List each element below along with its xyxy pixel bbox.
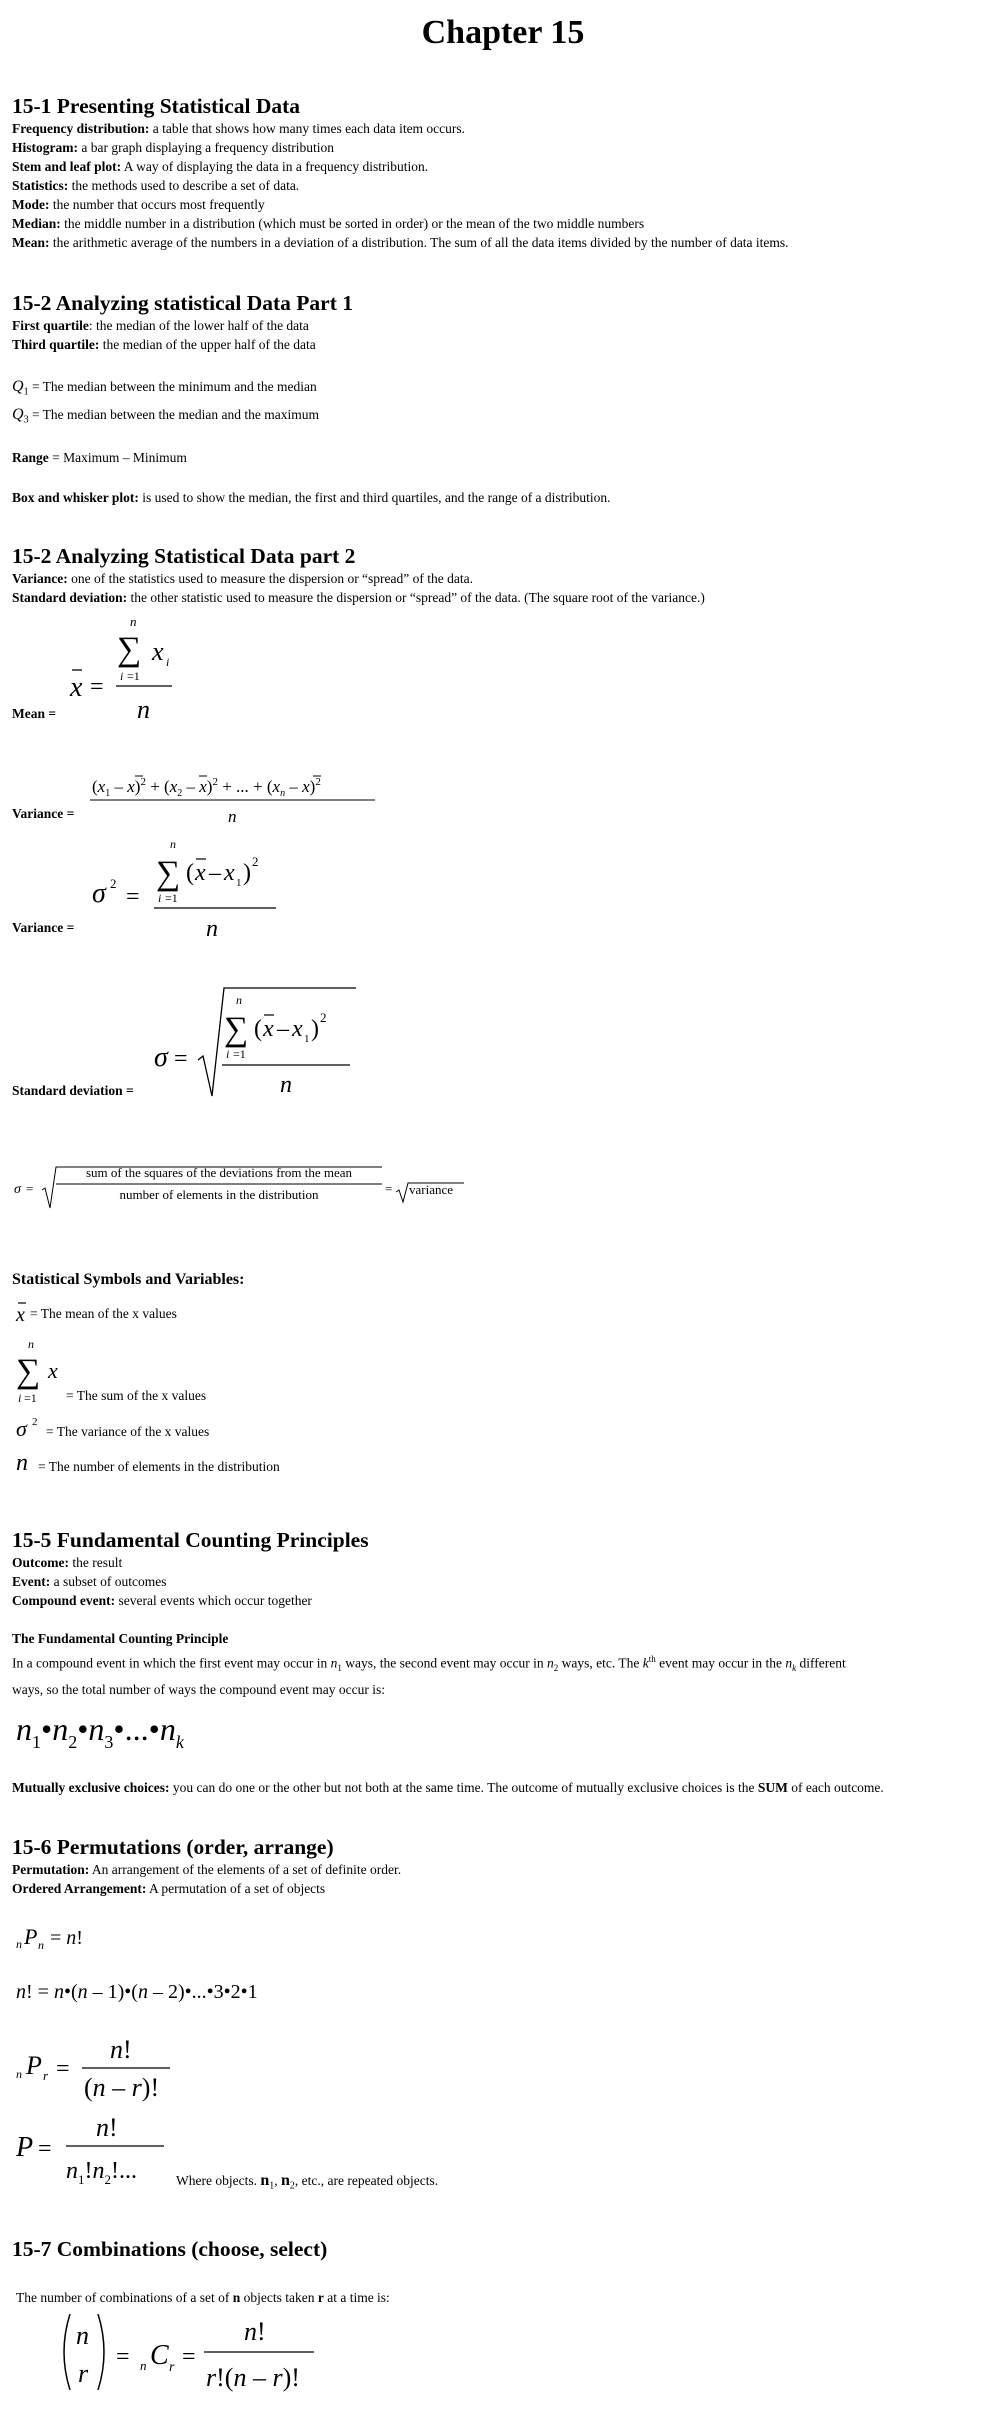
svg-text:): ) — [243, 860, 251, 886]
svg-text:n!: n! — [110, 2035, 132, 2064]
fcp-text-line2: ways, so the total number of ways the compound event may occur is: — [12, 1682, 386, 1697]
definition-line: Third quartile: the median of the upper half of the data — [12, 337, 316, 352]
section-heading-15-1: 15-1 Presenting Statistical Data — [12, 94, 301, 118]
svg-text:n: n — [130, 614, 137, 629]
q1-definition: $Q_1$ = The median between the minimum and the median — [12, 378, 317, 398]
svg-text:n: n — [16, 1937, 22, 1951]
npn-formula — [12, 1920, 112, 1956]
svg-text:∑: ∑ — [16, 1353, 41, 1390]
xbar-definition: = The mean of the x values — [30, 1306, 177, 1321]
range-definition: Range = Maximum – Minimum — [12, 450, 187, 465]
stdev-word-formula — [12, 1162, 492, 1212]
combination-formula — [56, 2310, 336, 2400]
symbols-heading: Statistical Symbols and Variables: — [12, 1271, 245, 1288]
mean-formula — [60, 608, 190, 730]
svg-text:P: P — [26, 2051, 42, 2080]
svg-text:i: i — [158, 891, 162, 905]
definition-line: Frequency distribution: a table that shows how many times each data item occurs. — [12, 121, 466, 136]
svg-text:2: 2 — [320, 1010, 327, 1025]
n-definition: = The number of elements in the distribution — [38, 1459, 280, 1474]
svg-text:=1: =1 — [24, 1391, 37, 1405]
svg-text:n: n — [228, 807, 237, 826]
definition-line: Stem and leaf plot: A way of displaying the data in a frequency distribution. — [12, 159, 429, 174]
svg-text:=: = — [38, 2136, 52, 2162]
svg-text:n: n — [16, 2067, 22, 2081]
definition-line: Event: a subset of outcomes — [12, 1574, 167, 1589]
variance-formula — [88, 834, 288, 944]
svg-text:–: – — [277, 1016, 289, 1042]
svg-text:i: i — [166, 655, 170, 669]
svg-text:σ: σ — [92, 878, 106, 909]
svg-text:x: x — [195, 860, 206, 886]
svg-text:∑: ∑ — [156, 855, 181, 892]
svg-text:n1•n2•n3•...•nk: $n_1•n_2•n_3•...•n_k$ — [16, 1711, 184, 1752]
svg-text:1: 1 — [236, 877, 242, 889]
svg-text:(x1 – x)2 + (x2 – x)2 + ... +: $(x_1 - x)^2 + (x_2 - x)^2$ + ... + $(x_n - x)^2$ — [92, 776, 321, 799]
svg-text:σ: σ — [16, 1416, 27, 1441]
mutually-exclusive-definition: Mutually exclusive choices: you can do one or the other but not both at the same time. The outcome of mutually exclusive choices is the SUM of each outcome. — [12, 1780, 884, 1795]
svg-text:n: n — [137, 695, 150, 724]
section-heading-15-6: 15-6 Permutations (order, arrange) — [12, 1835, 334, 1859]
section-heading-15-2-part1: 15-2 Analyzing statistical Data Part 1 — [12, 291, 353, 315]
svg-text:i: i — [18, 1391, 22, 1405]
definition-line: Outcome: the result — [12, 1555, 123, 1570]
definition-line: Ordered Arrangement: A permutation of a set of objects — [12, 1881, 326, 1896]
svg-text:n: n — [38, 1938, 44, 1952]
definition-line: Statistics: the methods used to describe a set of data. — [12, 178, 300, 193]
section-heading-15-2-part2: 15-2 Analyzing Statistical Data part 2 — [12, 544, 356, 568]
svg-text:x: x — [16, 1304, 25, 1326]
svg-text:–: – — [209, 860, 221, 886]
definition-line: Mean: the arithmetic average of the numbers in a deviation of a distribution. The sum of all the data items divided by the number of data items. — [12, 235, 789, 250]
svg-text:n: n — [280, 1072, 292, 1098]
svg-text:r: r — [169, 2360, 175, 2375]
repeated-objects-note: Where objects. $n_1$, $n_2$, etc., are repeated objects. — [176, 2172, 439, 2192]
svg-text:n! = n•(n – 1)•(n – 2)•...•3•2: n! = n•(n – 1)•(n – 2)•...•3•2•1 — [16, 1981, 258, 2003]
svg-text:x: x — [263, 1016, 274, 1042]
q3-definition: $Q_3$ = The median between the median and the maximum — [12, 406, 319, 426]
svg-text:x: x — [70, 672, 83, 703]
svg-text:x: x — [224, 860, 235, 886]
definition-line: Variance: one of the statistics used to measure the dispersion or “spread” of the data. — [12, 571, 474, 586]
svg-text:x: x — [48, 1358, 58, 1383]
svg-text:n: n — [16, 1450, 28, 1476]
svg-text:∑: ∑ — [224, 1011, 249, 1048]
svg-text:n1!n2!...: $n_1!n_2$!... — [66, 2158, 137, 2187]
stdev-numerator-text: sum of the squares of the deviations from the mean — [85, 1165, 353, 1180]
svg-text:n!: n! — [244, 2317, 266, 2346]
box-plot-definition: Box and whisker plot: is used to show the median, the first and third quartiles, and the range of a distribution. — [12, 490, 611, 505]
svg-text:∑: ∑ — [117, 631, 142, 668]
svg-text:i: i — [226, 1047, 230, 1061]
svg-text:=: = — [116, 2344, 130, 2370]
section-heading-15-5: 15-5 Fundamental Counting Principles — [12, 1528, 369, 1552]
svg-text:=: = — [90, 674, 104, 700]
variance-label-2: Variance = — [12, 920, 75, 935]
svg-text:n: n — [206, 916, 218, 942]
svg-text:r!(n – r)!: r!(n – r)! — [206, 2363, 300, 2392]
svg-text:n: n — [236, 993, 242, 1007]
svg-text:=1: =1 — [127, 669, 140, 683]
combinations-intro: The number of combinations of a set of n objects taken r at a time is: — [16, 2290, 390, 2305]
svg-text:n: n — [76, 2321, 89, 2350]
svg-text:2: 2 — [110, 876, 117, 891]
svg-text:=: = — [26, 1181, 34, 1196]
stdev-denominator-text: number of elements in the distribution — [119, 1187, 319, 1202]
svg-text:=: = — [126, 884, 140, 910]
definition-line: Histogram: a bar graph displaying a frequency distribution — [12, 140, 335, 155]
sum-symbol — [12, 1336, 72, 1406]
svg-text:P: P — [16, 2132, 34, 2163]
npr-formula — [12, 2032, 192, 2112]
factorial-formula — [12, 1974, 312, 2010]
svg-text:n: n — [170, 837, 176, 851]
svg-text:x: x — [152, 637, 164, 666]
definition-line: Median: the middle number in a distribution (which must be sorted in order) or the mean of the two middle numbers — [12, 216, 645, 231]
svg-text:=1: =1 — [233, 1047, 246, 1061]
svg-text:(: ( — [186, 860, 194, 886]
svg-text:=: = — [174, 1046, 188, 1072]
svg-text:= n!: = n! — [50, 1927, 83, 1949]
svg-text:i: i — [120, 669, 124, 683]
fcp-title: The Fundamental Counting Principle — [12, 1631, 229, 1646]
variance-text: variance — [409, 1182, 454, 1197]
svg-text:2: 2 — [32, 1416, 38, 1428]
svg-text:1: 1 — [304, 1033, 310, 1045]
svg-text:n: n — [140, 2358, 147, 2373]
svg-text:r: r — [43, 2068, 49, 2083]
stdev-label: Standard deviation = — [12, 1083, 134, 1098]
svg-text:=1: =1 — [165, 891, 178, 905]
svg-text:=: = — [385, 1181, 393, 1196]
stdev-formula — [150, 984, 370, 1104]
svg-text:(n – r)!: (n – r)! — [84, 2073, 160, 2102]
definition-line: Standard deviation: the other statistic used to measure the dispersion or “spread” of the data. (The square root of the variance.) — [12, 590, 705, 605]
section-heading-15-7: 15-7 Combinations (choose, select) — [12, 2237, 328, 2261]
definition-line: Permutation: An arrangement of the elements of a set of definite order. — [12, 1862, 402, 1877]
definition-line: Compound event: several events which occur together — [12, 1593, 312, 1608]
svg-text:P: P — [24, 1924, 38, 1949]
svg-text:σ: σ — [14, 1182, 21, 1197]
mean-label: Mean = — [12, 706, 57, 721]
variance-formula-expanded — [88, 768, 388, 830]
svg-text:=: = — [182, 2344, 196, 2370]
definition-line: Mode: the number that occurs most frequently — [12, 197, 265, 212]
svg-text:n!: n! — [96, 2113, 118, 2142]
fcp-product-formula — [12, 1706, 252, 1756]
svg-text:=: = — [56, 2056, 70, 2082]
svg-text:2: 2 — [252, 854, 259, 869]
variance-label-1: Variance = — [12, 806, 75, 821]
svg-text:r: r — [78, 2359, 89, 2388]
svg-text:x: x — [292, 1016, 303, 1042]
svg-text:C: C — [150, 2340, 169, 2371]
svg-text:): ) — [311, 1016, 319, 1042]
variance-symbol-definition: = The variance of the x values — [46, 1424, 210, 1439]
svg-text:σ: σ — [154, 1042, 168, 1073]
definition-line: First quartile: the median of the lower half of the data — [12, 318, 309, 333]
fcp-text-line1: In a compound event in which the first event may occur in $n_1$ ways, the second event may occur in $n_2$ ways, etc. The $k^{th}$ event may occur in the $n_k$ different — [12, 1654, 846, 1674]
repeated-permutation-formula — [12, 2112, 192, 2192]
svg-text:n: n — [28, 1337, 34, 1351]
sum-definition: = The sum of the x values — [66, 1388, 207, 1403]
svg-text:(: ( — [254, 1016, 262, 1042]
page-title: Chapter 15 — [421, 14, 585, 51]
